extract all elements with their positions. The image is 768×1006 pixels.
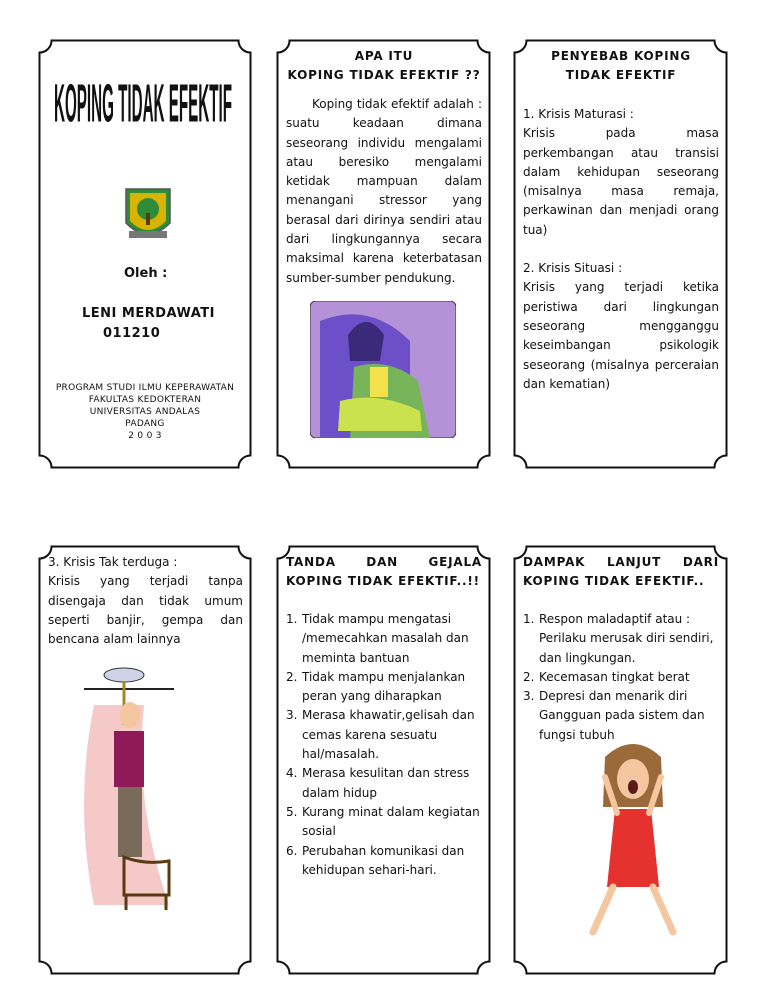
- list-item: [286, 706, 482, 764]
- impact-list: [523, 610, 719, 745]
- list-text: Kecemasan tingkat berat: [539, 669, 690, 684]
- hanging-man-clipart: [74, 665, 214, 915]
- cause-2-title: 2. Krisis Situasi :: [523, 261, 623, 276]
- definition-heading-1: APA ITU: [354, 49, 414, 63]
- list-number: 1.: [523, 612, 535, 626]
- definition-heading-2: KOPING TIDAK EFEKTIF ??: [287, 68, 481, 82]
- signs-heading: TANDA DAN GEJALA KOPING TIDAK EFEKTIF..!!: [286, 555, 482, 588]
- list-number: 3.: [286, 708, 298, 723]
- list-text: Merasa kesulitan dan stress dalam hidup: [302, 766, 470, 800]
- university-emblem: [123, 185, 173, 245]
- list-number: 2.: [286, 669, 298, 684]
- cover-title: [48, 69, 238, 139]
- institution-line: PADANG: [125, 419, 165, 429]
- list-text: Tidak mampu mengatasi /memecahkan masalah dan meminta bantuan: [302, 612, 469, 665]
- screaming-woman-clipart: [583, 737, 683, 947]
- sad-woman-clipart: [310, 301, 456, 438]
- cause-2-body: Krisis yang terjadi ketika peristiwa dari lingkungan seseorang mengganggu keseimbangan psikologik seseorang (misalnya perceraian dan kematian): [523, 280, 719, 391]
- cause-3-title: 3. Krisis Tak terduga :: [48, 555, 178, 569]
- institution-line: FAKULTAS KEDOKTERAN: [88, 395, 202, 405]
- list-text: Depresi dan menarik diri Gangguan pada sistem dan fungsi tubuh: [539, 689, 705, 742]
- institution-line: UNIVERSITAS ANDALAS: [89, 407, 201, 417]
- signs-panel: [276, 545, 491, 975]
- definition-body: Koping tidak efektif adalah : suatu keadaan dimana seseorang individu mengalami atau beresiko mengalami ketidak mampuan dalam menangani stressor yang berasal dari dirinya sendiri atau dari lingkungannya secara maksimal karena keterbatasan sumber-sumber pendukung.: [286, 97, 482, 285]
- by-label: Oleh :: [124, 266, 168, 281]
- list-text: Perubahan komunikasi dan kehidupan sehari-hari.: [302, 843, 465, 877]
- list-item: [523, 668, 719, 687]
- causes-heading: PENYEBAB KOPING TIDAK EFEKTIF: [551, 49, 691, 82]
- list-text: Respon maladaptif atau : Perilaku merusak diri sendiri, dan lingkungan.: [539, 612, 714, 665]
- list-number: 2.: [523, 669, 535, 684]
- cause-3-body: Krisis yang terjadi tanpa disengaja dan tidak umum seperti banjir, gempa dan bencana alam lainnya: [48, 574, 243, 647]
- list-number: 6.: [286, 843, 298, 858]
- list-text: Tidak mampu menjalankan peran yang diharapkan: [302, 669, 466, 704]
- list-text: Merasa khawatir,gelisah dan cemas karena sesuatu hal/masalah.: [302, 708, 475, 762]
- list-item: [286, 803, 482, 842]
- author-name: LENI MERDAWATI: [82, 306, 216, 321]
- impact-panel: [513, 545, 728, 975]
- institution-line: 2 0 0 3: [128, 431, 162, 441]
- list-text: Kurang minat dalam kegiatan sosial: [302, 804, 480, 839]
- cover-title-text: KOPING TIDAK EFEKTIF: [53, 73, 232, 135]
- list-number: 5.: [286, 804, 298, 819]
- causes-panel: [513, 39, 728, 469]
- list-number: 3.: [523, 689, 535, 704]
- list-number: 1.: [286, 612, 298, 626]
- emblem-icon: [123, 185, 173, 245]
- cause-1-body: Krisis pada masa perkembangan atau transisi dalam kehidupan seseorang (misalnya masa remaja, perkawinan dan menjadi orang tua): [523, 126, 719, 237]
- cause-1-title: 1. Krisis Maturasi :: [523, 107, 634, 121]
- list-item: [286, 842, 482, 881]
- cover-panel: [38, 39, 252, 469]
- signs-list: [286, 610, 482, 880]
- list-item: [286, 610, 482, 668]
- list-number: 4.: [286, 766, 298, 781]
- author-id: 011210: [103, 326, 161, 341]
- institution-line: PROGRAM STUDI ILMU KEPERAWATAN: [55, 383, 235, 393]
- definition-panel: [276, 39, 491, 469]
- impact-heading: DAMPAK LANJUT DARI KOPING TIDAK EFEKTIF..: [523, 555, 719, 588]
- list-item: [286, 668, 482, 707]
- causes-cont-panel: [38, 545, 252, 975]
- list-item: [523, 610, 719, 668]
- list-item: [286, 764, 482, 803]
- institution-block: [44, 382, 246, 442]
